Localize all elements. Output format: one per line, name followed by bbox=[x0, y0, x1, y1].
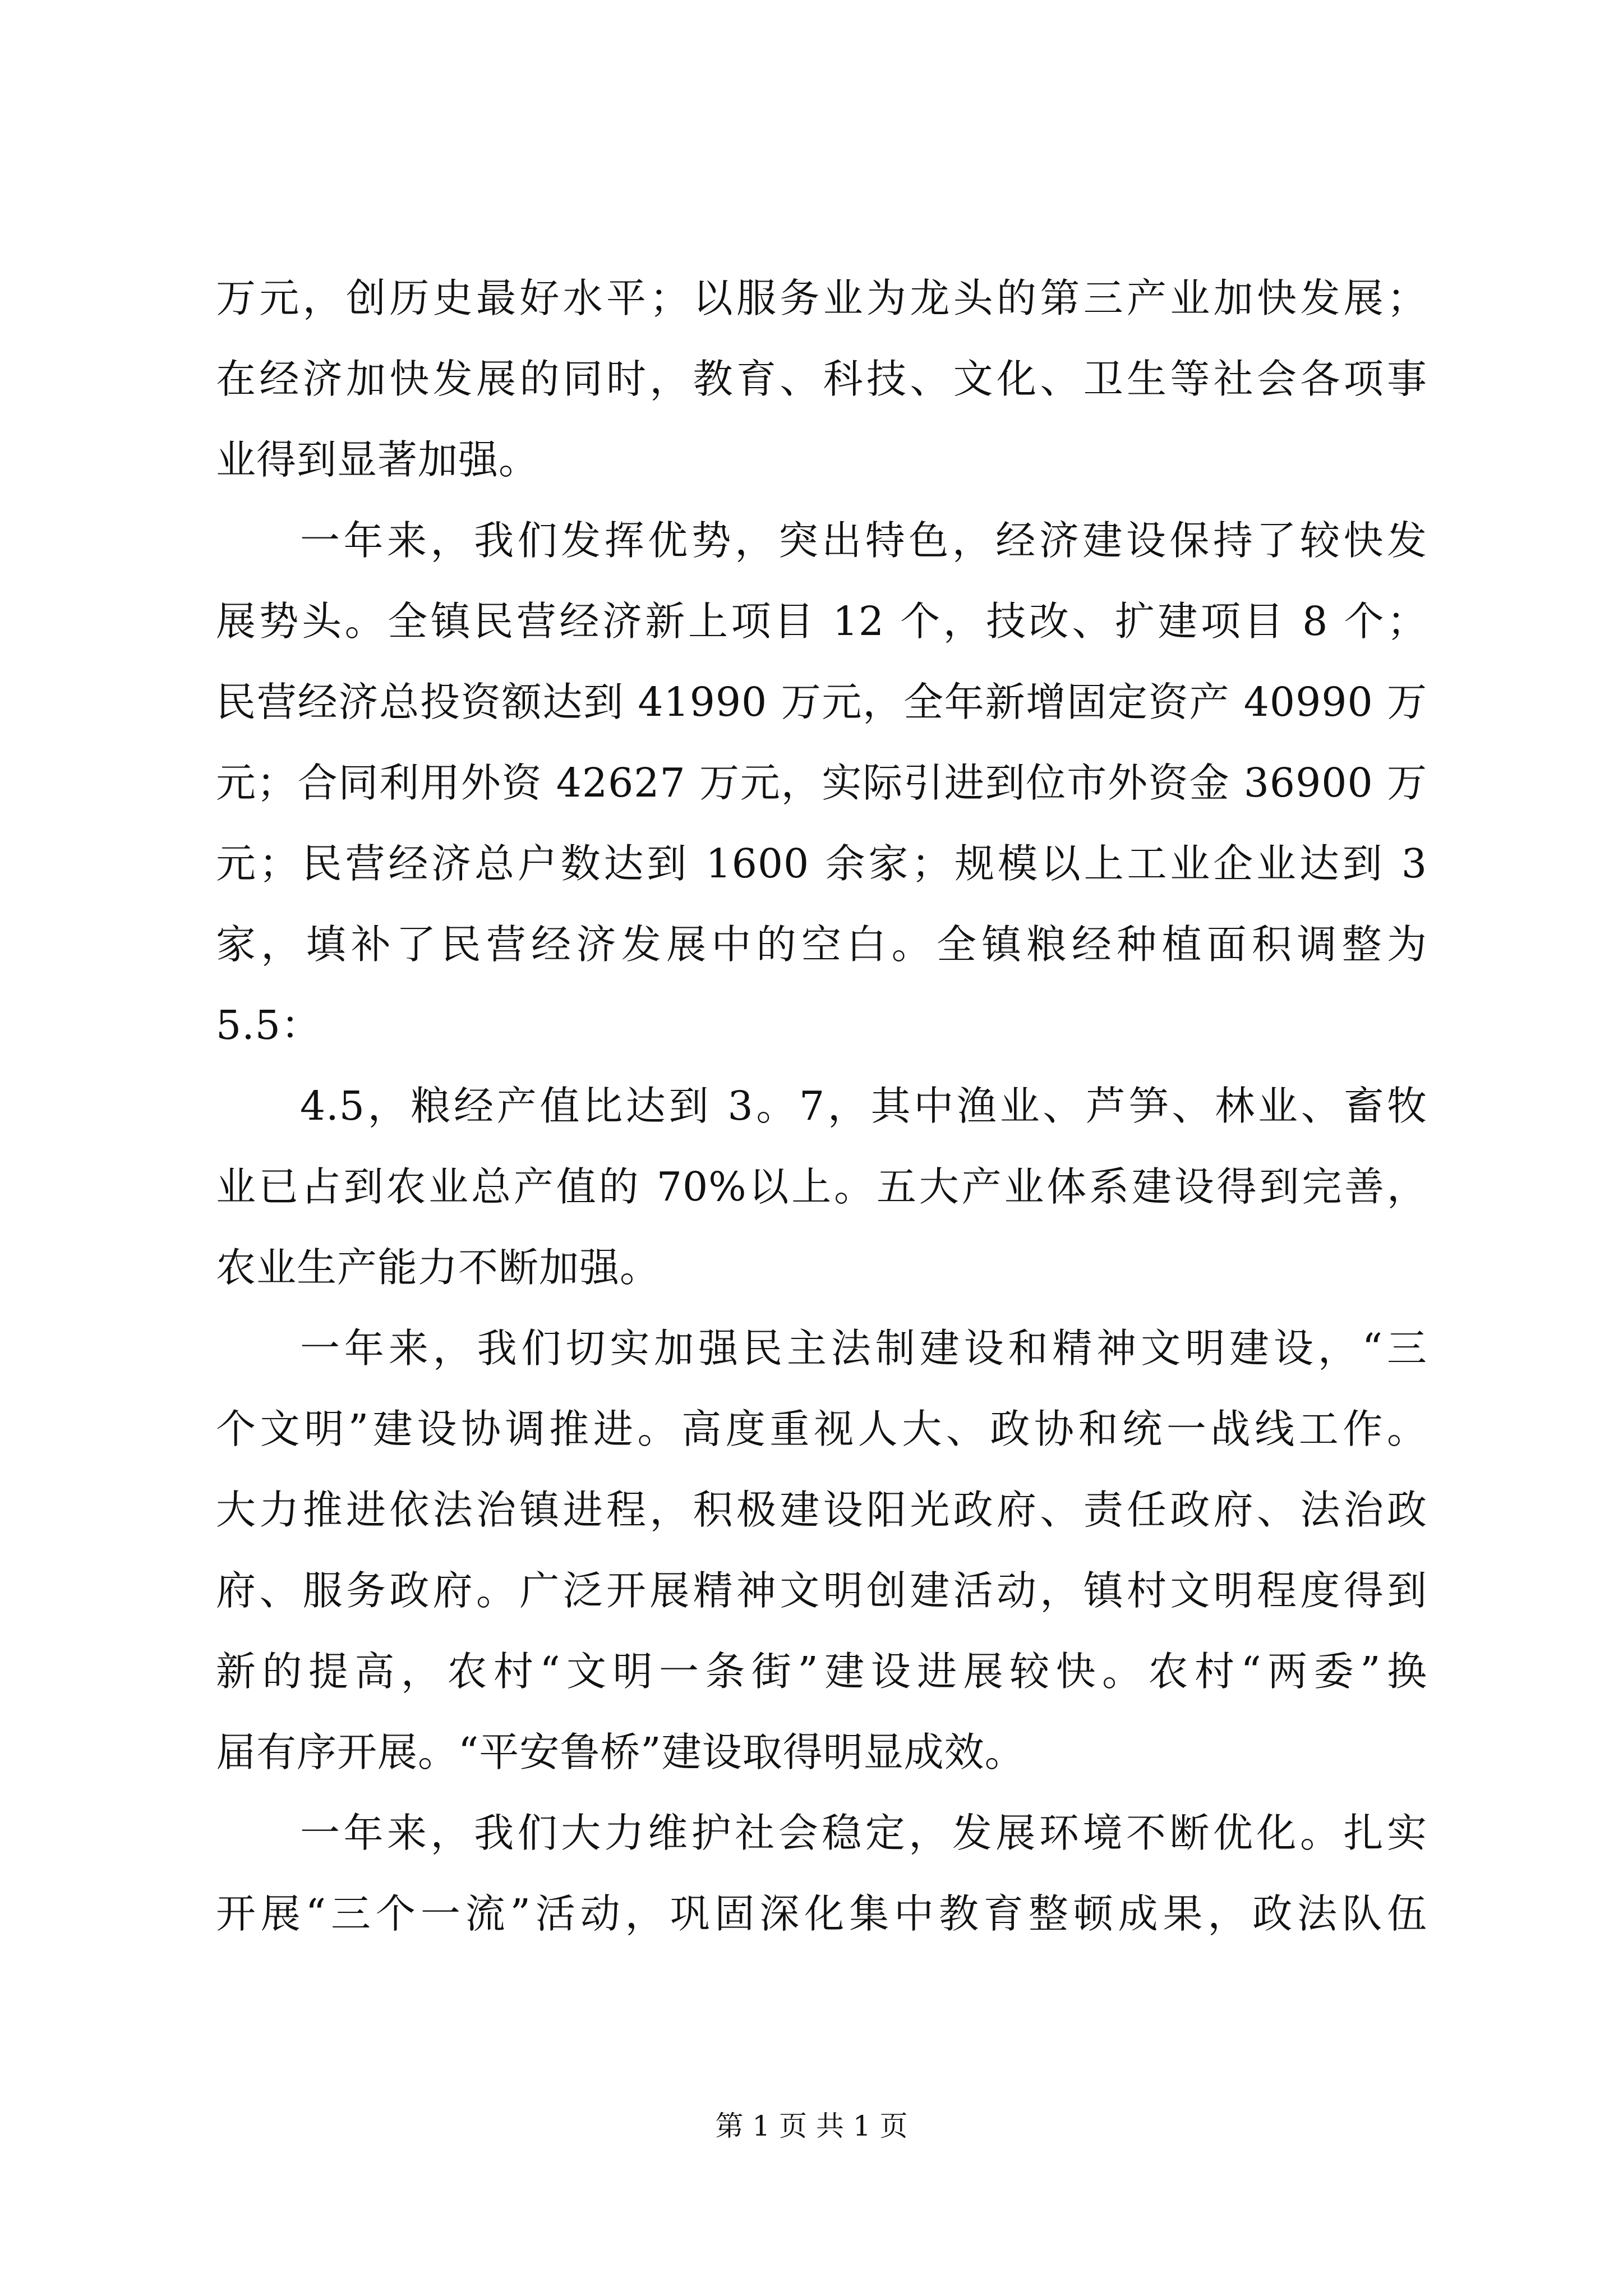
text-line-9: 家，填补了民营经济发展中的空白。全镇粮经种植面积调整为 bbox=[216, 921, 1427, 968]
text-line-1: 万元，创历史最好水平；以服务业为龙头的第三产业加快发展； bbox=[216, 275, 1427, 321]
text-line-18: 新的提高，农村“文明一条街”建设进展较快。农村“两委”换 bbox=[216, 1648, 1427, 1695]
text-line-10: 5.5： bbox=[216, 1002, 321, 1048]
text-line-19: 届有序开展。“平安鲁桥”建设取得明显成效。 bbox=[216, 1729, 1025, 1775]
text-line-21: 开展“三个一流”活动，巩固深化集中教育整顿成果，政法队伍 bbox=[216, 1890, 1427, 1937]
page-footer bbox=[0, 2106, 1623, 2146]
text-line-14: 一年来，我们切实加强民主法制建设和精神文明建设，“三 bbox=[300, 1325, 1427, 1372]
text-line-12: 业已占到农业总产值的 70%以上。五大产业体系建设得到完善， bbox=[216, 1163, 1427, 1210]
text-line-5: 展势头。全镇民营经济新上项目 12 个，技改、扩建项目 8 个； bbox=[216, 598, 1427, 645]
text-line-3: 业得到显著加强。 bbox=[216, 436, 540, 483]
text-line-6: 民营经济总投资额达到 41990 万元，全年新增固定资产 40990 万 bbox=[216, 679, 1427, 725]
text-line-4: 一年来，我们发挥优势，突出特色，经济建设保持了较快发 bbox=[300, 517, 1427, 564]
page-number-label: 第 1 页 共 1 页 bbox=[715, 2110, 908, 2142]
text-line-2: 在经济加快发展的同时，教育、科技、文化、卫生等社会各项事 bbox=[216, 356, 1427, 402]
text-line-11: 4.5，粮经产值比达到 3。7，其中渔业、芦笋、林业、畜牧 bbox=[300, 1083, 1427, 1129]
text-line-17: 府、服务政府。广泛开展精神文明创建活动，镇村文明程度得到 bbox=[216, 1567, 1427, 1614]
document-body bbox=[216, 258, 1427, 1954]
text-line-13: 农业生产能力不断加强。 bbox=[216, 1244, 661, 1291]
text-line-16: 大力推进依法治镇进程，积极建设阳光政府、责任政府、法治政 bbox=[216, 1487, 1427, 1533]
text-line-7: 元；合同利用外资 42627 万元，实际引进到位市外资金 36900 万 bbox=[216, 760, 1427, 806]
text-line-15: 个文明”建设协调推进。高度重视人大、政协和统一战线工作。 bbox=[216, 1406, 1427, 1452]
text-line-8: 元；民营经济总户数达到 1600 余家；规模以上工业企业达到 3 bbox=[216, 840, 1427, 887]
text-line-20: 一年来，我们大力维护社会稳定，发展环境不断优化。扎实 bbox=[300, 1810, 1427, 1856]
